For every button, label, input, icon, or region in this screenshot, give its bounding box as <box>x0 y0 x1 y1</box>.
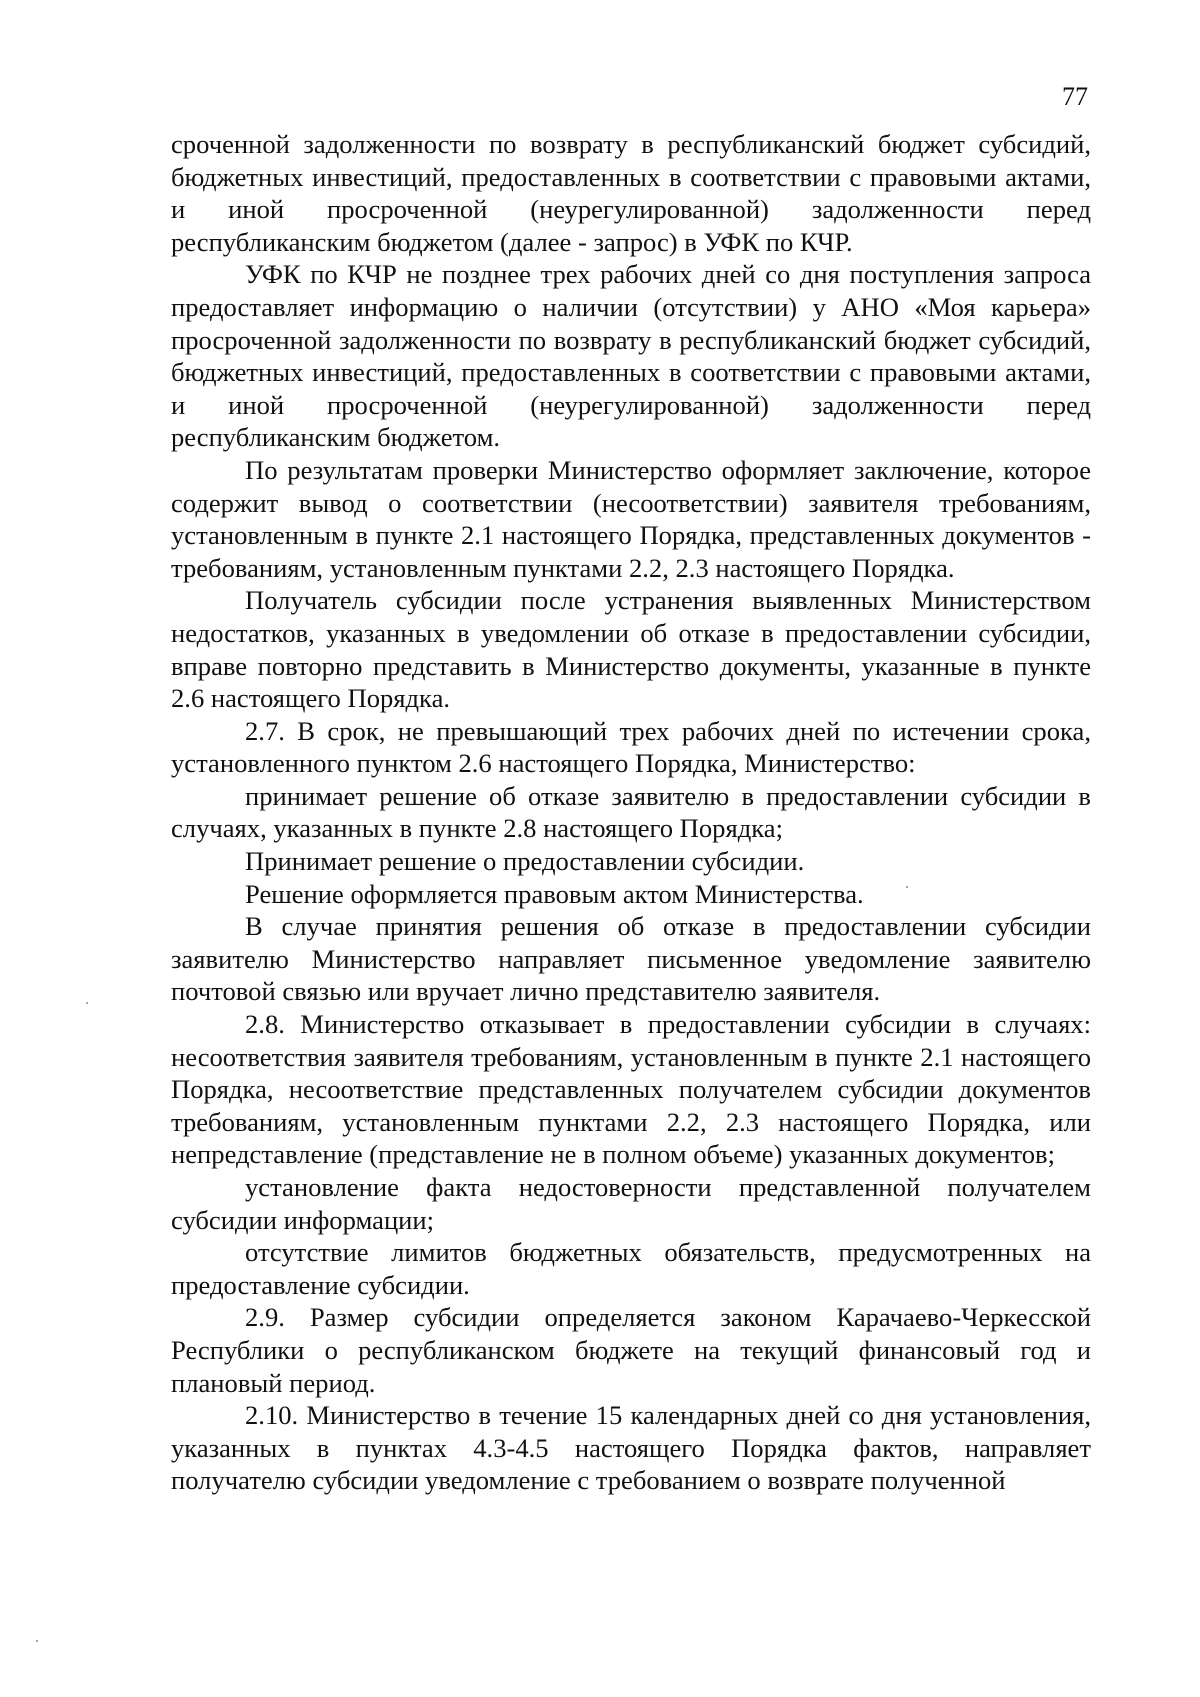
paragraph: сроченной задолженности по возврату в республиканский бюджет субсидий, бюджетных инвестиций, предоставленных в соответствии с правовыми актами, и иной просроченной (неурегулированной) задолженности перед республиканским бюджетом (далее - запрос) в УФК по КЧР. <box>171 129 1091 257</box>
paragraph: Получатель субсидии после устранения выявленных Министерством недостатков, указанных в уведомлении об отказе в предоставлении субсидии, вправе повторно представить в Министерство документы, указанные в пункте 2.6 настоящего Порядка. <box>171 585 1091 714</box>
paragraph: 2.8. Министерство отказывает в предоставлении субсидии в случаях: несоответствия заявителя требованиям, установленным в пункте 2.1 настоящего Порядка, несоответствие представленных получателем субсидии документов требованиям, установленным пунктами 2.2, 2.3 настоящего Порядка, или непредставление (представление не в полном объеме) указанных документов; <box>171 1009 1091 1170</box>
paragraph: установление факта недостоверности представленной получателем субсидии информации; <box>171 1172 1091 1235</box>
paragraph: По результатам проверки Министерство оформляет заключение, которое содержит вывод о соответствии (несоответствии) заявителя требованиям, установленным в пункте 2.1 настоящего Порядка, представленных документов - требованиям, установленным пунктами 2.2, 2.3 настоящего Порядка. <box>171 454 1091 583</box>
paragraph: отсутствие лимитов бюджетных обязательств, предусмотренных на предоставление субсидии. <box>171 1237 1091 1300</box>
scan-speck <box>36 1640 38 1642</box>
document-body <box>171 128 1091 1497</box>
paragraph: УФК по КЧР не позднее трех рабочих дней со дня поступления запроса предоставляет информацию о наличии (отсутствии) у АНО «Моя карьера» просроченной задолженности по возврату в республиканский бюджет субсидий, бюджетных инвестиций, предоставленных в соответствии с правовыми актами, и иной просроченной (неурегулированной) задолженности перед республиканским бюджетом. <box>171 259 1091 453</box>
paragraph: 2.9. Размер субсидии определяется законом Карачаево-Черкесской Республики о республиканском бюджете на текущий финансовый год и плановый период. <box>171 1302 1091 1398</box>
paragraph: В случае принятия решения об отказе в предоставлении субсидии заявителю Министерство направляет письменное уведомление заявителю почтовой связью или вручает лично представителю заявителя. <box>171 911 1091 1007</box>
page-number: 77 <box>1062 82 1088 111</box>
scan-speck <box>86 1002 88 1004</box>
paragraph: 2.10. Министерство в течение 15 календарных дней со дня установления, указанных в пунктах 4.3-4.5 настоящего Порядка фактов, направляет получателю субсидии уведомление с требованием о возврате полученной <box>171 1400 1091 1496</box>
paragraph: Решение оформляется правовым актом Министерства. <box>245 878 864 909</box>
paragraph: принимает решение об отказе заявителю в предоставлении субсидии в случаях, указанных в пункте 2.8 настоящего Порядка; <box>171 780 1091 844</box>
paragraph: 2.7. В срок, не превышающий трех рабочих дней по истечении срока, установленного пунктом 2.6 настоящего Порядка, Министерство: <box>171 715 1091 779</box>
scan-speck <box>906 886 908 888</box>
paragraph: Принимает решение о предоставлении субсидии. <box>245 846 805 877</box>
